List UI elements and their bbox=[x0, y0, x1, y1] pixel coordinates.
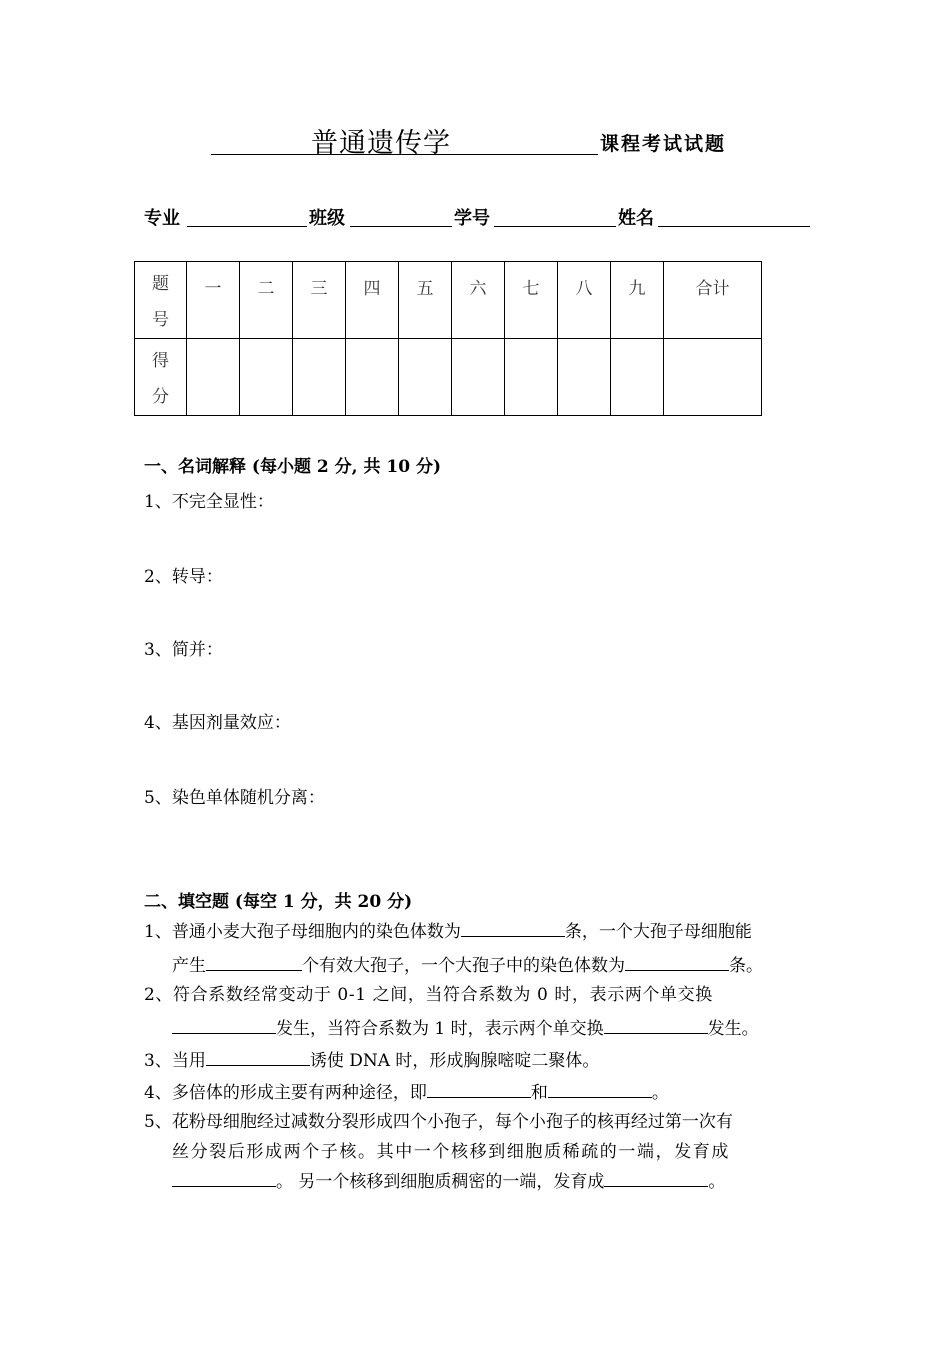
class-label: 班级 bbox=[309, 208, 345, 229]
col-header: 六 bbox=[452, 262, 505, 339]
term-item: 4、基因剂量效应： bbox=[144, 713, 291, 733]
question-number-header: 题 号 bbox=[135, 262, 187, 339]
score-cell[interactable] bbox=[505, 339, 558, 416]
fill-question-3: 3、当用 诱使 DNA 时，形成胸腺嘧啶二聚体。 bbox=[144, 1043, 824, 1077]
blank-field[interactable] bbox=[206, 1043, 310, 1066]
col-header: 一 bbox=[187, 262, 240, 339]
score-cell[interactable] bbox=[240, 339, 293, 416]
term-item: 1、不完全显性： bbox=[144, 492, 274, 512]
score-cell[interactable] bbox=[293, 339, 346, 416]
score-cell[interactable] bbox=[346, 339, 399, 416]
col-header: 三 bbox=[293, 262, 346, 339]
blank-field[interactable] bbox=[625, 948, 729, 971]
term-item: 5、染色单体随机分离： bbox=[144, 788, 325, 808]
blank-field[interactable] bbox=[427, 1075, 531, 1098]
exam-subtitle: 课程考试试题 bbox=[600, 133, 727, 155]
blank-field[interactable] bbox=[604, 1164, 708, 1187]
score-cell[interactable] bbox=[558, 339, 611, 416]
fill-question-1-cont: 产生 个有效大孢子，一个大孢子中的染色体数为 条。 bbox=[172, 948, 822, 982]
fill-question-4: 4、多倍体的形成主要有两种途径，即 和 。 bbox=[144, 1075, 824, 1109]
student-id-field[interactable] bbox=[494, 226, 616, 227]
score-cell[interactable] bbox=[452, 339, 505, 416]
fill-question-1: 1、普通小麦大孢子母细胞内的染色体数为 条，一个大孢子母细胞能 bbox=[144, 914, 824, 948]
col-header: 四 bbox=[346, 262, 399, 339]
score-cell[interactable] bbox=[399, 339, 452, 416]
fill-question-5-cont2: 。 另一个核移到细胞质稠密的一端，发育成 。 bbox=[172, 1164, 822, 1198]
col-header: 五 bbox=[399, 262, 452, 339]
name-label: 姓名 bbox=[618, 208, 654, 229]
term-item: 2、转导： bbox=[144, 567, 223, 587]
term-item: 3、简并： bbox=[144, 640, 223, 660]
score-table bbox=[134, 261, 762, 416]
student-id-label: 学号 bbox=[454, 208, 490, 229]
blank-field[interactable] bbox=[172, 1011, 276, 1034]
blank-field[interactable] bbox=[172, 1164, 276, 1187]
class-field[interactable] bbox=[350, 226, 452, 227]
fill-question-5-cont: 丝分裂后形成两个子核。其中一个核移到细胞质稀疏的一端，发育成 bbox=[172, 1142, 730, 1162]
name-field[interactable] bbox=[658, 226, 810, 227]
score-row-header: 得 分 bbox=[135, 339, 187, 416]
total-header: 合计 bbox=[664, 262, 762, 339]
blank-field[interactable] bbox=[548, 1075, 652, 1098]
col-header: 二 bbox=[240, 262, 293, 339]
blank-field[interactable] bbox=[461, 914, 565, 937]
col-header: 九 bbox=[611, 262, 664, 339]
fill-question-2-cont: 发生，当符合系数为 1 时，表示两个单交换 发生。 bbox=[172, 1011, 822, 1045]
total-score-cell[interactable] bbox=[664, 339, 762, 416]
major-label: 专业 bbox=[144, 208, 180, 229]
col-header: 七 bbox=[505, 262, 558, 339]
score-cell[interactable] bbox=[611, 339, 664, 416]
section2-heading: 二、填空题 (每空 1 分，共 20 分) bbox=[144, 892, 413, 912]
blank-field[interactable] bbox=[604, 1011, 708, 1034]
fill-question-2: 2、符合系数经常变动于 0-1 之间，当符合系数为 0 时，表示两个单交换 bbox=[144, 985, 713, 1005]
section1-heading: 一、名词解释 (每小题 2 分, 共 10 分) bbox=[144, 457, 442, 477]
fill-question-5: 5、花粉母细胞经过减数分裂形成四个小孢子，每个小孢子的核再经过第一次有 bbox=[144, 1112, 733, 1132]
col-header: 八 bbox=[558, 262, 611, 339]
course-title: 普通遗传学 bbox=[311, 128, 451, 159]
blank-field[interactable] bbox=[206, 948, 302, 971]
score-cell[interactable] bbox=[187, 339, 240, 416]
major-field[interactable] bbox=[187, 226, 307, 227]
